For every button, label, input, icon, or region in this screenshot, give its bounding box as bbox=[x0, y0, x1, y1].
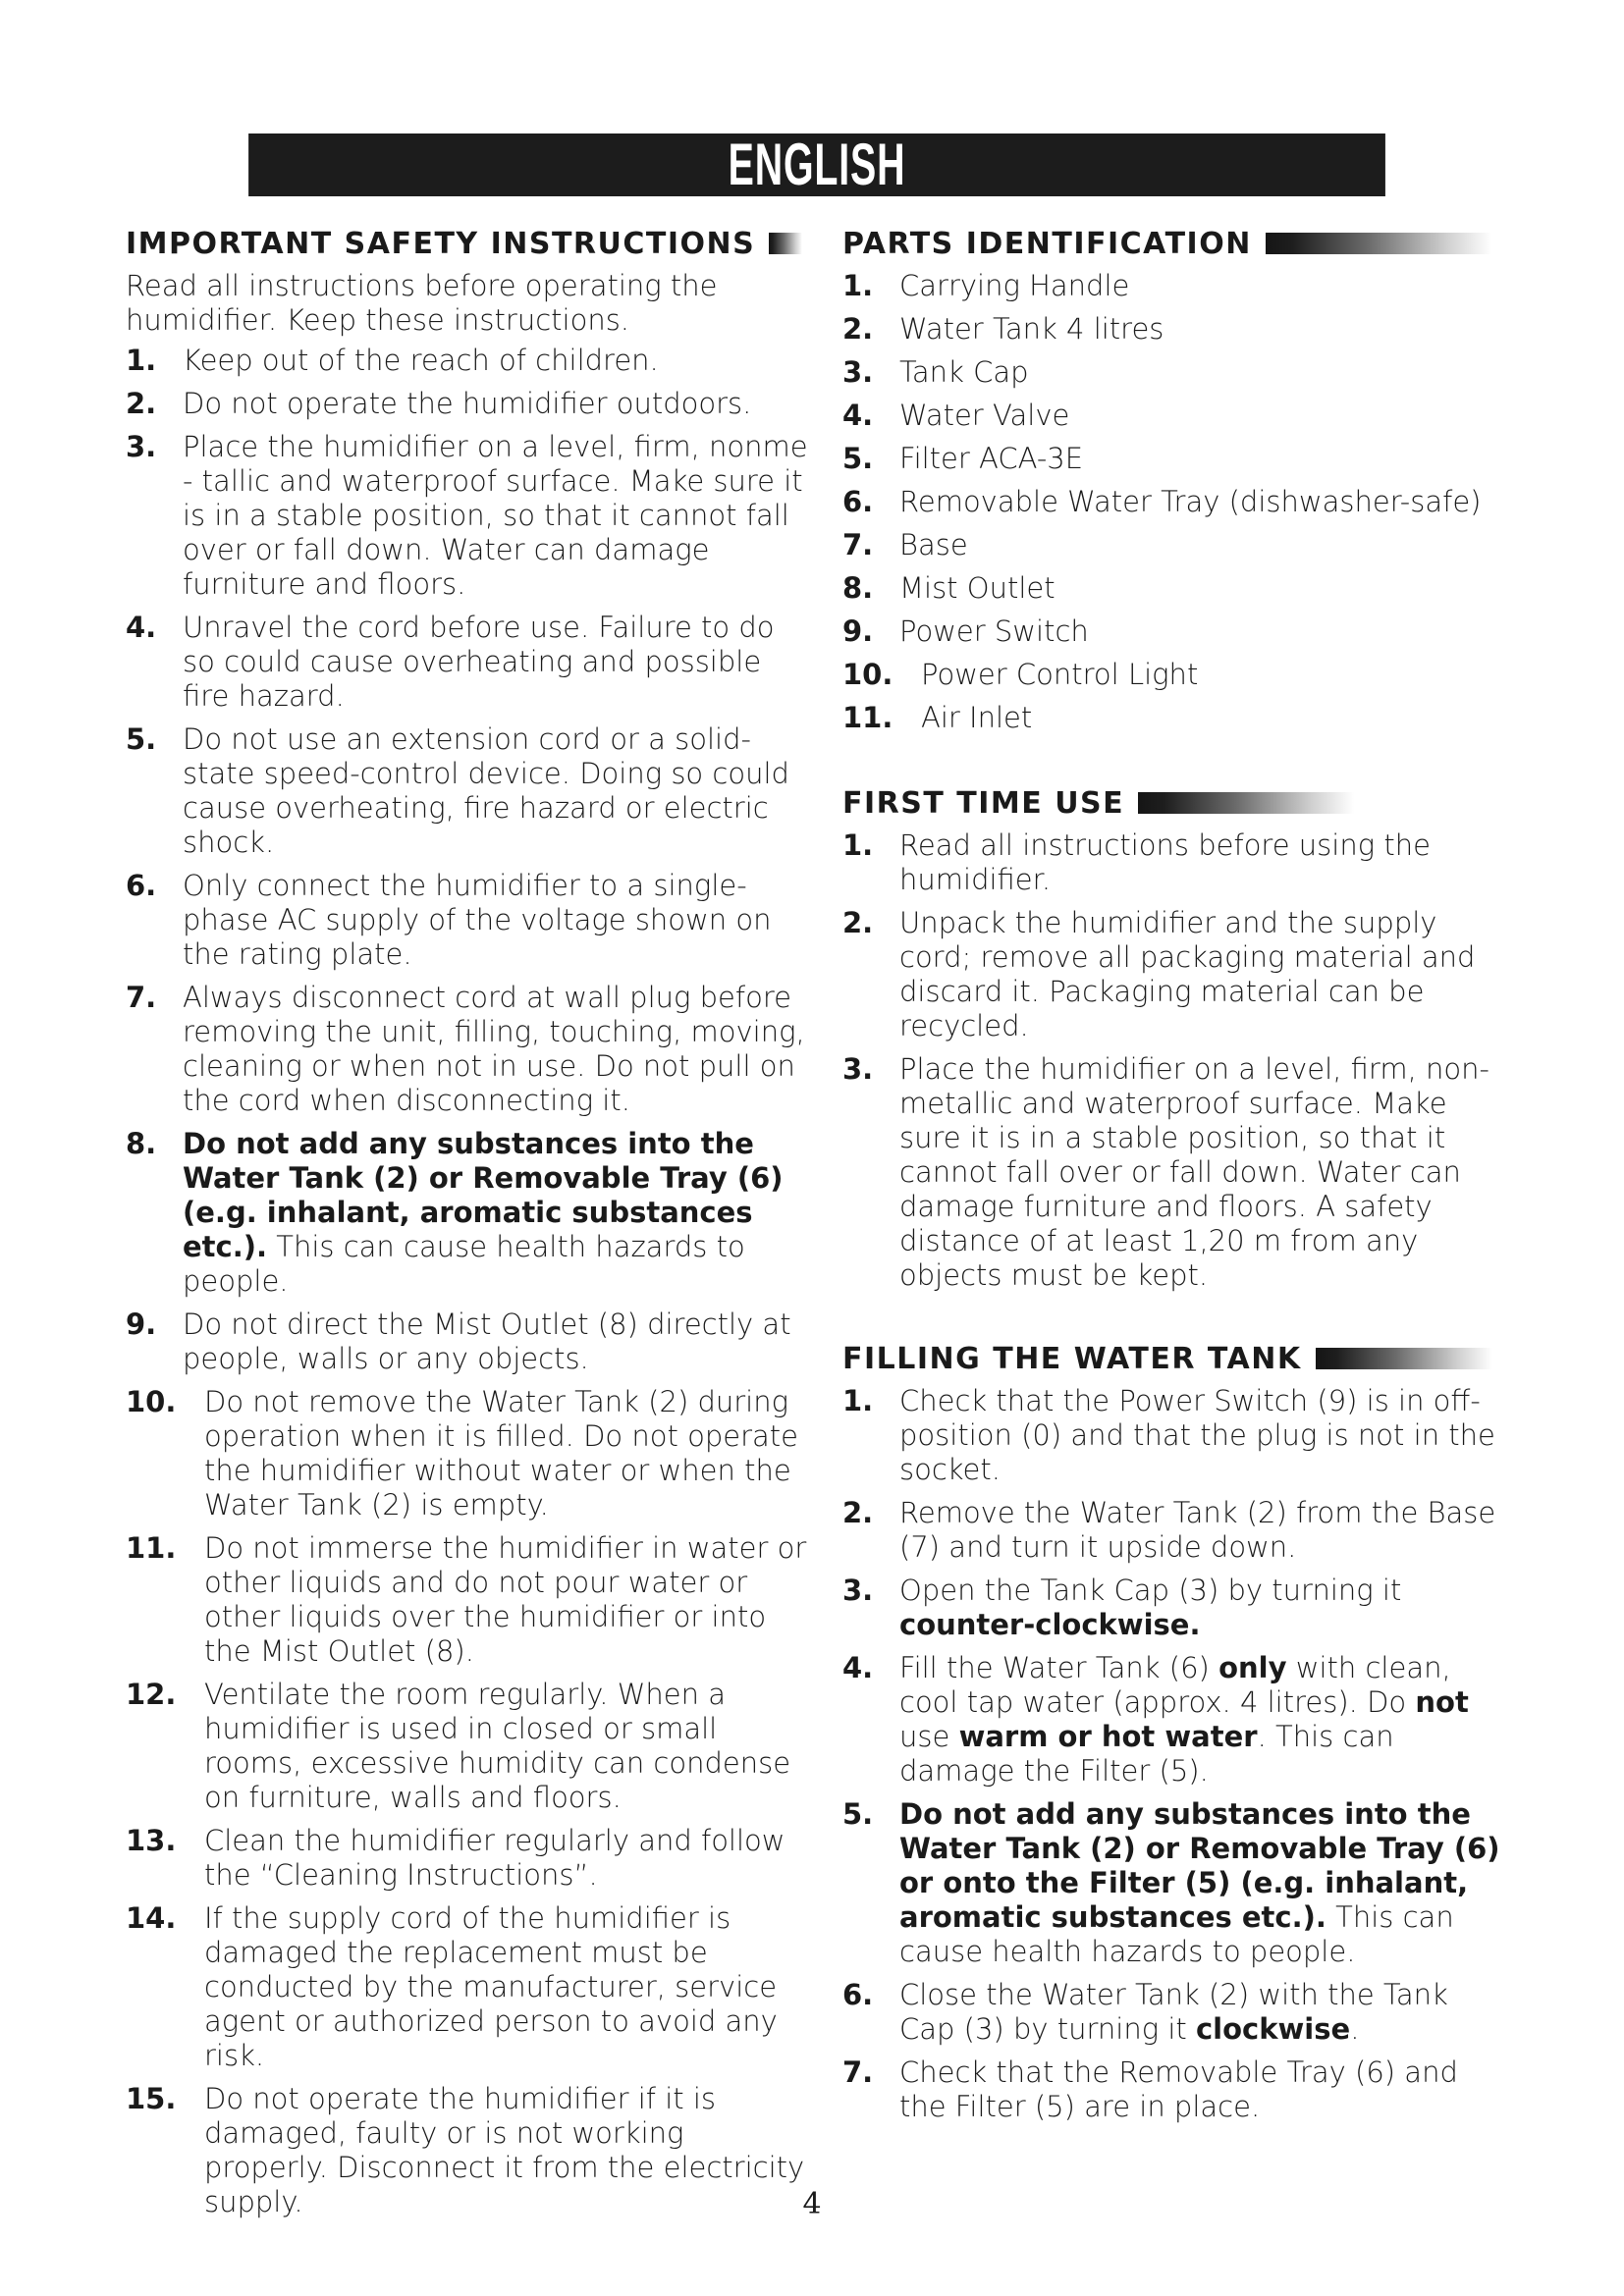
item-text bbox=[183, 387, 813, 421]
list-item bbox=[842, 442, 1510, 476]
parts-list bbox=[842, 269, 1510, 735]
safety-intro: Read all instructions before operating the humidifier. Keep these instructions. bbox=[126, 269, 718, 337]
filling-title: FILLING THE WATER TANK bbox=[842, 1341, 1302, 1376]
item-number: 11. bbox=[126, 1531, 177, 1565]
list-item bbox=[842, 1978, 1510, 2047]
banner-title: ENGLISH bbox=[728, 132, 906, 198]
item-number: 4. bbox=[842, 1651, 874, 1684]
item-plain-text: Keep out of the reach of children. bbox=[183, 344, 659, 377]
item-bold-text: counter-clockwise. bbox=[899, 1608, 1201, 1641]
list-item bbox=[126, 1824, 813, 1893]
item-number: 7. bbox=[842, 528, 874, 561]
item-text bbox=[899, 269, 1510, 303]
item-text bbox=[899, 1384, 1510, 1487]
list-item bbox=[126, 611, 813, 714]
first-use-list bbox=[842, 828, 1510, 1293]
item-plain-text: Close the Water Tank (2) with the Tank Cap (3) by turning it bbox=[899, 1978, 1448, 2046]
item-number: 6. bbox=[126, 869, 157, 902]
item-bold-text: Do not add any substances into the Water Tank (2) or Removable Tray (6) or onto the Filter (5) (e.g. inhalant, aromatic substances etc.). bbox=[899, 1797, 1500, 1934]
item-plain-text: Always disconnect cord at wall plug before removing the unit, filling, touching, moving, cleaning or when not in use. Do not pull on the cord when disconnecting it. bbox=[183, 981, 805, 1117]
item-text bbox=[899, 828, 1510, 897]
item-text bbox=[204, 1824, 813, 1893]
item-plain-text: Open the Tank Cap (3) by turning it bbox=[899, 1574, 1402, 1607]
item-plain-text: Remove the Water Tank (2) from the Base (7) and turn it upside down. bbox=[899, 1496, 1496, 1564]
list-item bbox=[842, 1496, 1510, 1565]
item-number: 3. bbox=[842, 355, 874, 389]
item-plain-text: Check that the Power Switch (9) is in off-position (0) and that the plug is not in the socket. bbox=[899, 1384, 1495, 1486]
item-number: 5. bbox=[126, 722, 157, 756]
item-plain-text: Tank Cap bbox=[899, 355, 1029, 389]
item-text bbox=[183, 344, 813, 378]
item-number: 1. bbox=[126, 344, 157, 377]
item-plain-text: Filter ACA-3E bbox=[899, 442, 1084, 475]
first-use-heading bbox=[842, 781, 1510, 825]
item-plain-text: Carrying Handle bbox=[899, 269, 1130, 302]
list-item bbox=[842, 828, 1510, 897]
list-item bbox=[126, 1531, 813, 1669]
item-plain-text: Base bbox=[899, 528, 968, 561]
item-number: 3. bbox=[842, 1574, 874, 1607]
item-plain-text: Do not use an extension cord or a solid-state speed-control device. Doing so could cause overheating, fire hazard or electric shock. bbox=[183, 722, 789, 859]
item-plain-text: with clean, cool tap water (approx. 4 litres). Do bbox=[899, 1651, 1451, 1719]
item-plain-text: . This can damage the Filter (5). bbox=[899, 1720, 1394, 1788]
heading-bar-decoration bbox=[1266, 233, 1491, 254]
item-number: 3. bbox=[126, 430, 157, 463]
list-item bbox=[842, 312, 1510, 347]
item-text bbox=[899, 442, 1510, 476]
item-text bbox=[204, 1385, 813, 1522]
item-text bbox=[899, 1651, 1510, 1789]
item-bold-text: warm or hot water bbox=[958, 1720, 1258, 1753]
item-plain-text: Water Tank 4 litres bbox=[899, 312, 1164, 346]
item-number: 4. bbox=[126, 611, 157, 644]
item-text bbox=[204, 1901, 813, 2073]
item-number: 4. bbox=[842, 399, 874, 432]
list-item bbox=[842, 1574, 1510, 1642]
item-plain-text: This can cause health hazards to people. bbox=[183, 1230, 745, 1298]
list-item bbox=[126, 1308, 813, 1376]
item-plain-text: Check that the Removable Tray (6) and the Filter (5) are in place. bbox=[899, 2056, 1458, 2123]
item-plain-text: Ventilate the room regularly. When a humidifier is used in closed or small rooms, excessive humidity can condense on furniture, walls and floors. bbox=[204, 1678, 791, 1814]
item-number: 5. bbox=[842, 442, 874, 475]
item-plain-text: Clean the humidifier regularly and follow the “Cleaning Instructions”. bbox=[204, 1824, 785, 1892]
item-plain-text: Read all instructions before using the humidifier. bbox=[899, 828, 1431, 896]
item-text bbox=[899, 906, 1510, 1043]
item-plain-text: If the supply cord of the humidifier is damaged the replacement must be conducted by the manufacturer, service agent or authorized person to avoid any risk. bbox=[204, 1901, 778, 2072]
list-item bbox=[842, 399, 1510, 433]
item-text bbox=[899, 1978, 1510, 2047]
left-column bbox=[126, 222, 813, 2228]
item-number: 9. bbox=[126, 1308, 157, 1341]
item-plain-text: Unravel the cord before use. Failure to do so could cause overheating and possible fire hazard. bbox=[183, 611, 775, 713]
item-text bbox=[183, 1308, 813, 1376]
item-plain-text: This can cause health hazards to people. bbox=[899, 1900, 1454, 1968]
item-number: 13. bbox=[126, 1824, 177, 1857]
item-plain-text: Removable Water Tray (dishwasher-safe) bbox=[899, 485, 1482, 518]
item-plain-text: Power Switch bbox=[899, 614, 1089, 648]
item-bold-text: Do not add any substances into the Water Tank (2) or Removable Tray (6) (e.g. inhalant, aromatic substances etc.). bbox=[183, 1127, 784, 1263]
item-bold-text: only bbox=[1218, 1651, 1287, 1684]
item-number: 1. bbox=[842, 269, 874, 302]
item-number: 2. bbox=[842, 312, 874, 346]
safety-heading bbox=[126, 222, 813, 265]
heading-bar-decoration bbox=[1316, 1348, 1492, 1369]
item-number: 2. bbox=[126, 387, 157, 420]
item-text bbox=[899, 1052, 1510, 1293]
item-text bbox=[204, 1531, 813, 1669]
item-number: 11. bbox=[842, 701, 893, 734]
list-item bbox=[842, 658, 1510, 692]
item-number: 2. bbox=[842, 906, 874, 939]
item-plain-text: Place the humidifier on a level, firm, non-metallic and waterproof surface. Make sure it is in a stable position, so that it cannot fall over or fall down. Water can damage furniture and floors. A safety distance of at least 1,20 m from any objects must be kept. bbox=[899, 1052, 1489, 1292]
list-item bbox=[126, 387, 813, 421]
item-plain-text: use bbox=[899, 1720, 959, 1753]
list-item bbox=[842, 614, 1510, 649]
safety-title: IMPORTANT SAFETY INSTRUCTIONS bbox=[126, 226, 756, 261]
item-number: 8. bbox=[126, 1127, 157, 1160]
item-plain-text: Place the humidifier on a level, firm, nonme - tallic and waterproof surface. Make sure it is in a stable position, so that it cannot fall over or fall down. Water can damage furniture and floors. bbox=[183, 430, 808, 601]
list-item bbox=[842, 485, 1510, 519]
item-number: 6. bbox=[842, 1978, 874, 2011]
page-number: 4 bbox=[802, 2187, 822, 2221]
filling-heading bbox=[842, 1337, 1510, 1380]
list-item bbox=[126, 1678, 813, 1815]
item-number: 15. bbox=[126, 2082, 177, 2115]
list-item bbox=[126, 344, 813, 378]
language-banner bbox=[248, 133, 1385, 196]
item-plain-text: Fill the Water Tank (6) bbox=[899, 1651, 1219, 1684]
item-plain-text: . bbox=[1350, 2012, 1360, 2046]
list-item bbox=[126, 869, 813, 972]
list-item bbox=[126, 1385, 813, 1522]
list-item bbox=[126, 981, 813, 1118]
heading-bar-decoration bbox=[1138, 792, 1354, 814]
list-item bbox=[842, 1384, 1510, 1487]
item-number: 3. bbox=[842, 1052, 874, 1086]
item-text bbox=[899, 614, 1510, 649]
item-plain-text: Only connect the humidifier to a single-phase AC supply of the voltage shown on the rating plate. bbox=[183, 869, 772, 971]
filling-list bbox=[842, 1384, 1510, 2124]
item-number: 2. bbox=[842, 1496, 874, 1529]
list-item bbox=[842, 1797, 1510, 1969]
item-plain-text: Do not operate the humidifier if it is damaged, faulty or is not working properly. Disconnect it from the electricity supply. bbox=[204, 2082, 805, 2218]
item-number: 6. bbox=[842, 485, 874, 518]
item-plain-text: Air Inlet bbox=[921, 701, 1033, 734]
item-plain-text: Do not direct the Mist Outlet (8) directly at people, walls or any objects. bbox=[183, 1308, 791, 1375]
item-number: 7. bbox=[842, 2056, 874, 2089]
item-text bbox=[899, 1496, 1510, 1565]
list-item bbox=[842, 2056, 1510, 2124]
item-number: 5. bbox=[842, 1797, 874, 1831]
item-plain-text: Water Valve bbox=[899, 399, 1070, 432]
item-plain-text: Do not immerse the humidifier in water or other liquids and do not pour water or other liquids over the humidifier or into the Mist Outlet (8). bbox=[204, 1531, 807, 1668]
item-text bbox=[183, 869, 813, 972]
item-number: 9. bbox=[842, 614, 874, 648]
item-text bbox=[899, 1574, 1510, 1642]
item-text bbox=[899, 1797, 1510, 1969]
list-item bbox=[842, 1651, 1510, 1789]
item-number: 10. bbox=[842, 658, 893, 691]
item-plain-text: Do not remove the Water Tank (2) during operation when it is filled. Do not operate the humidifier without water or when the Water Tank (2) is empty. bbox=[204, 1385, 798, 1522]
item-text bbox=[183, 981, 813, 1118]
list-item bbox=[842, 1052, 1510, 1293]
list-item bbox=[842, 701, 1510, 735]
item-plain-text: Do not operate the humidifier outdoors. bbox=[183, 387, 752, 420]
right-column bbox=[842, 222, 1510, 2133]
item-number: 12. bbox=[126, 1678, 177, 1711]
item-text bbox=[183, 1127, 813, 1299]
item-text bbox=[183, 722, 813, 860]
item-number: 8. bbox=[842, 571, 874, 605]
first-use-title: FIRST TIME USE bbox=[842, 785, 1125, 821]
item-plain-text: Unpack the humidifier and the supply cord; remove all packaging material and discard it. Packaging material can be recycled. bbox=[899, 906, 1476, 1042]
item-number: 1. bbox=[842, 828, 874, 862]
item-text bbox=[899, 571, 1510, 606]
item-number: 1. bbox=[842, 1384, 874, 1417]
list-item bbox=[126, 1127, 813, 1299]
item-plain-text: Power Control Light bbox=[921, 658, 1199, 691]
item-text bbox=[899, 312, 1510, 347]
list-item bbox=[126, 722, 813, 860]
item-text bbox=[899, 2056, 1510, 2124]
item-plain-text: Mist Outlet bbox=[899, 571, 1056, 605]
list-item bbox=[842, 906, 1510, 1043]
list-item bbox=[842, 528, 1510, 562]
item-text bbox=[899, 528, 1510, 562]
list-item bbox=[842, 355, 1510, 390]
item-text bbox=[899, 485, 1510, 519]
item-text bbox=[204, 1678, 813, 1815]
item-text bbox=[899, 355, 1510, 390]
parts-title: PARTS IDENTIFICATION bbox=[842, 226, 1252, 261]
item-bold-text: clockwise bbox=[1195, 2012, 1351, 2046]
item-number: 7. bbox=[126, 981, 157, 1014]
item-text bbox=[921, 701, 1510, 735]
list-item bbox=[842, 571, 1510, 606]
item-text bbox=[183, 430, 813, 602]
parts-heading bbox=[842, 222, 1510, 265]
item-number: 10. bbox=[126, 1385, 177, 1418]
item-text bbox=[921, 658, 1510, 692]
item-number: 14. bbox=[126, 1901, 177, 1935]
heading-bar-decoration bbox=[769, 233, 802, 254]
list-item bbox=[842, 269, 1510, 303]
item-bold-text: not bbox=[1415, 1685, 1469, 1719]
item-text bbox=[183, 611, 813, 714]
safety-list bbox=[126, 344, 813, 2219]
list-item bbox=[126, 1901, 813, 2073]
item-text bbox=[899, 399, 1510, 433]
list-item bbox=[126, 430, 813, 602]
